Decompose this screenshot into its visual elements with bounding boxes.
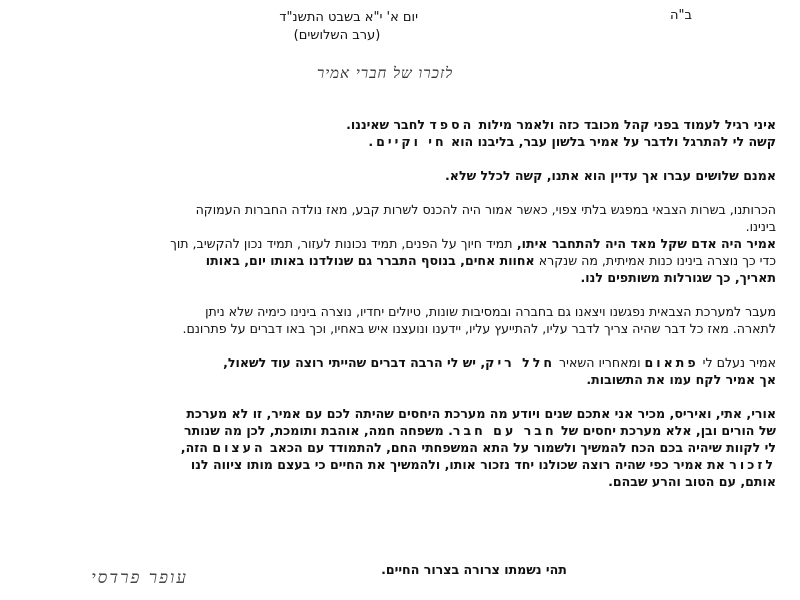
p6-e: הזה,: [180, 440, 213, 455]
p5-suddenly: פתאום: [644, 355, 699, 370]
p3-line2-a: אמיר היה אדם שקל מאד היה להתחבר איתו,: [512, 236, 776, 251]
paragraph-1: [170, 116, 776, 150]
handwritten-title: לזכרו של חברי אמיר: [316, 64, 454, 82]
p6-c: . משפחה חמה, אוהבת ותומכת, לכן מה שנותר לי לקוות שיהיה בכם הכח להמשיך ולשמור על התא המשפחתי החם, להתמודד עם הכאב: [184, 423, 776, 455]
p1-line2-a: קשה לי להתרגל ולדבר על אמיר בלשון עבר,: [514, 134, 776, 149]
p5-line2: אך אמיר לקח עמו את התשובות.: [586, 372, 776, 387]
p6-a: אורי, אתי, ואיריס, מכיר אני אתכם שנים ויודע מה מערכת היחסים שהיתה לכם עם אמיר, זו לא מערכת של הורים ובן, אלא מערכת יחסים של: [186, 406, 776, 438]
p1-alive-words: חי וקיים.: [368, 134, 447, 149]
paragraph-5: [170, 354, 776, 388]
p3-line1: הכרותנו, בשרות הצבאי במפגש בלתי צפוי, כאשר אמור היה להכנס לשרות קבע, מאז נולדה החברות העמוקה בינינו.: [195, 202, 776, 234]
paragraph-2: אמנם שלושים עברו אך עדיין הוא אתנו, קשה לכלל שלא.: [445, 168, 776, 183]
date-subtitle: (ערב השלושים): [293, 28, 381, 43]
letter-body: [170, 116, 776, 490]
bh-mark: ב"ה: [670, 8, 692, 23]
p3-line2-d: , בנוסף התברר גם שנולדנו באותו יום, באותו תאריך, כך שגורלות משותפים לנו.: [205, 253, 776, 285]
paragraph-4: מעבר למערכת הצבאית נפגשנו ויצאנו גם בחברה ובמסיבות שונות, טיולים יחדיו, נוצרה בינינו כימיה שלא ניתן לתארה. מאז כל דבר שהיה צריך לדבר עליו, להתייעץ עליו, יידענו ונועצנו איש באחיו, וכך באו דברים על פתרונם.: [182, 304, 776, 336]
p5-text-c: ומאחריו השאיר: [555, 355, 645, 370]
p6-friend: חבר עם חבר: [452, 423, 557, 438]
p5-text-a: אמיר נעלם לי: [698, 355, 776, 370]
p1-eulogy-word: הספד: [429, 117, 475, 132]
paragraph-6: [170, 405, 776, 490]
p6-remember: לזכור: [729, 457, 776, 472]
p3-brotherhood: אחוות אחים: [464, 253, 535, 268]
p5-text-e: , יש לי הרבה דברים שהייתי רוצה עוד לשאול,: [223, 355, 486, 370]
p1-text-a: איני רגיל לעמוד בפני קהל מכובד כזה ולאמר מילות: [474, 117, 776, 132]
p3-line2-b: תמיד חיוך על הפנים, תמיד נכונות לעזור, תמיד נכון להקשיב, תוך כדי כך נוצרה בינינו כנות אמיתית, מה שנקרא: [170, 236, 776, 268]
p6-g: את אמיר כפי שהיה רוצה שכולנו יחד נזכור אותו, ולהמשיך את החיים כי בעצם מותו ציווה לנו אותם, עם הטוב והרע שבהם.: [190, 457, 776, 489]
date-line: יום א' י"א בשבט התשנ"ד: [279, 10, 418, 25]
p5-void: חלל ריק: [485, 355, 556, 370]
p1-text-c: לחבר שאיננו.: [346, 117, 430, 132]
p6-immense: העצום: [212, 440, 266, 455]
closing-blessing: תהי נשמתו צרורה בצרור החיים.: [381, 562, 567, 577]
paragraph-3: [170, 201, 776, 286]
p1-line2-b: בליבנו הוא: [446, 134, 515, 149]
signature: עופר פרדסי: [91, 568, 188, 588]
